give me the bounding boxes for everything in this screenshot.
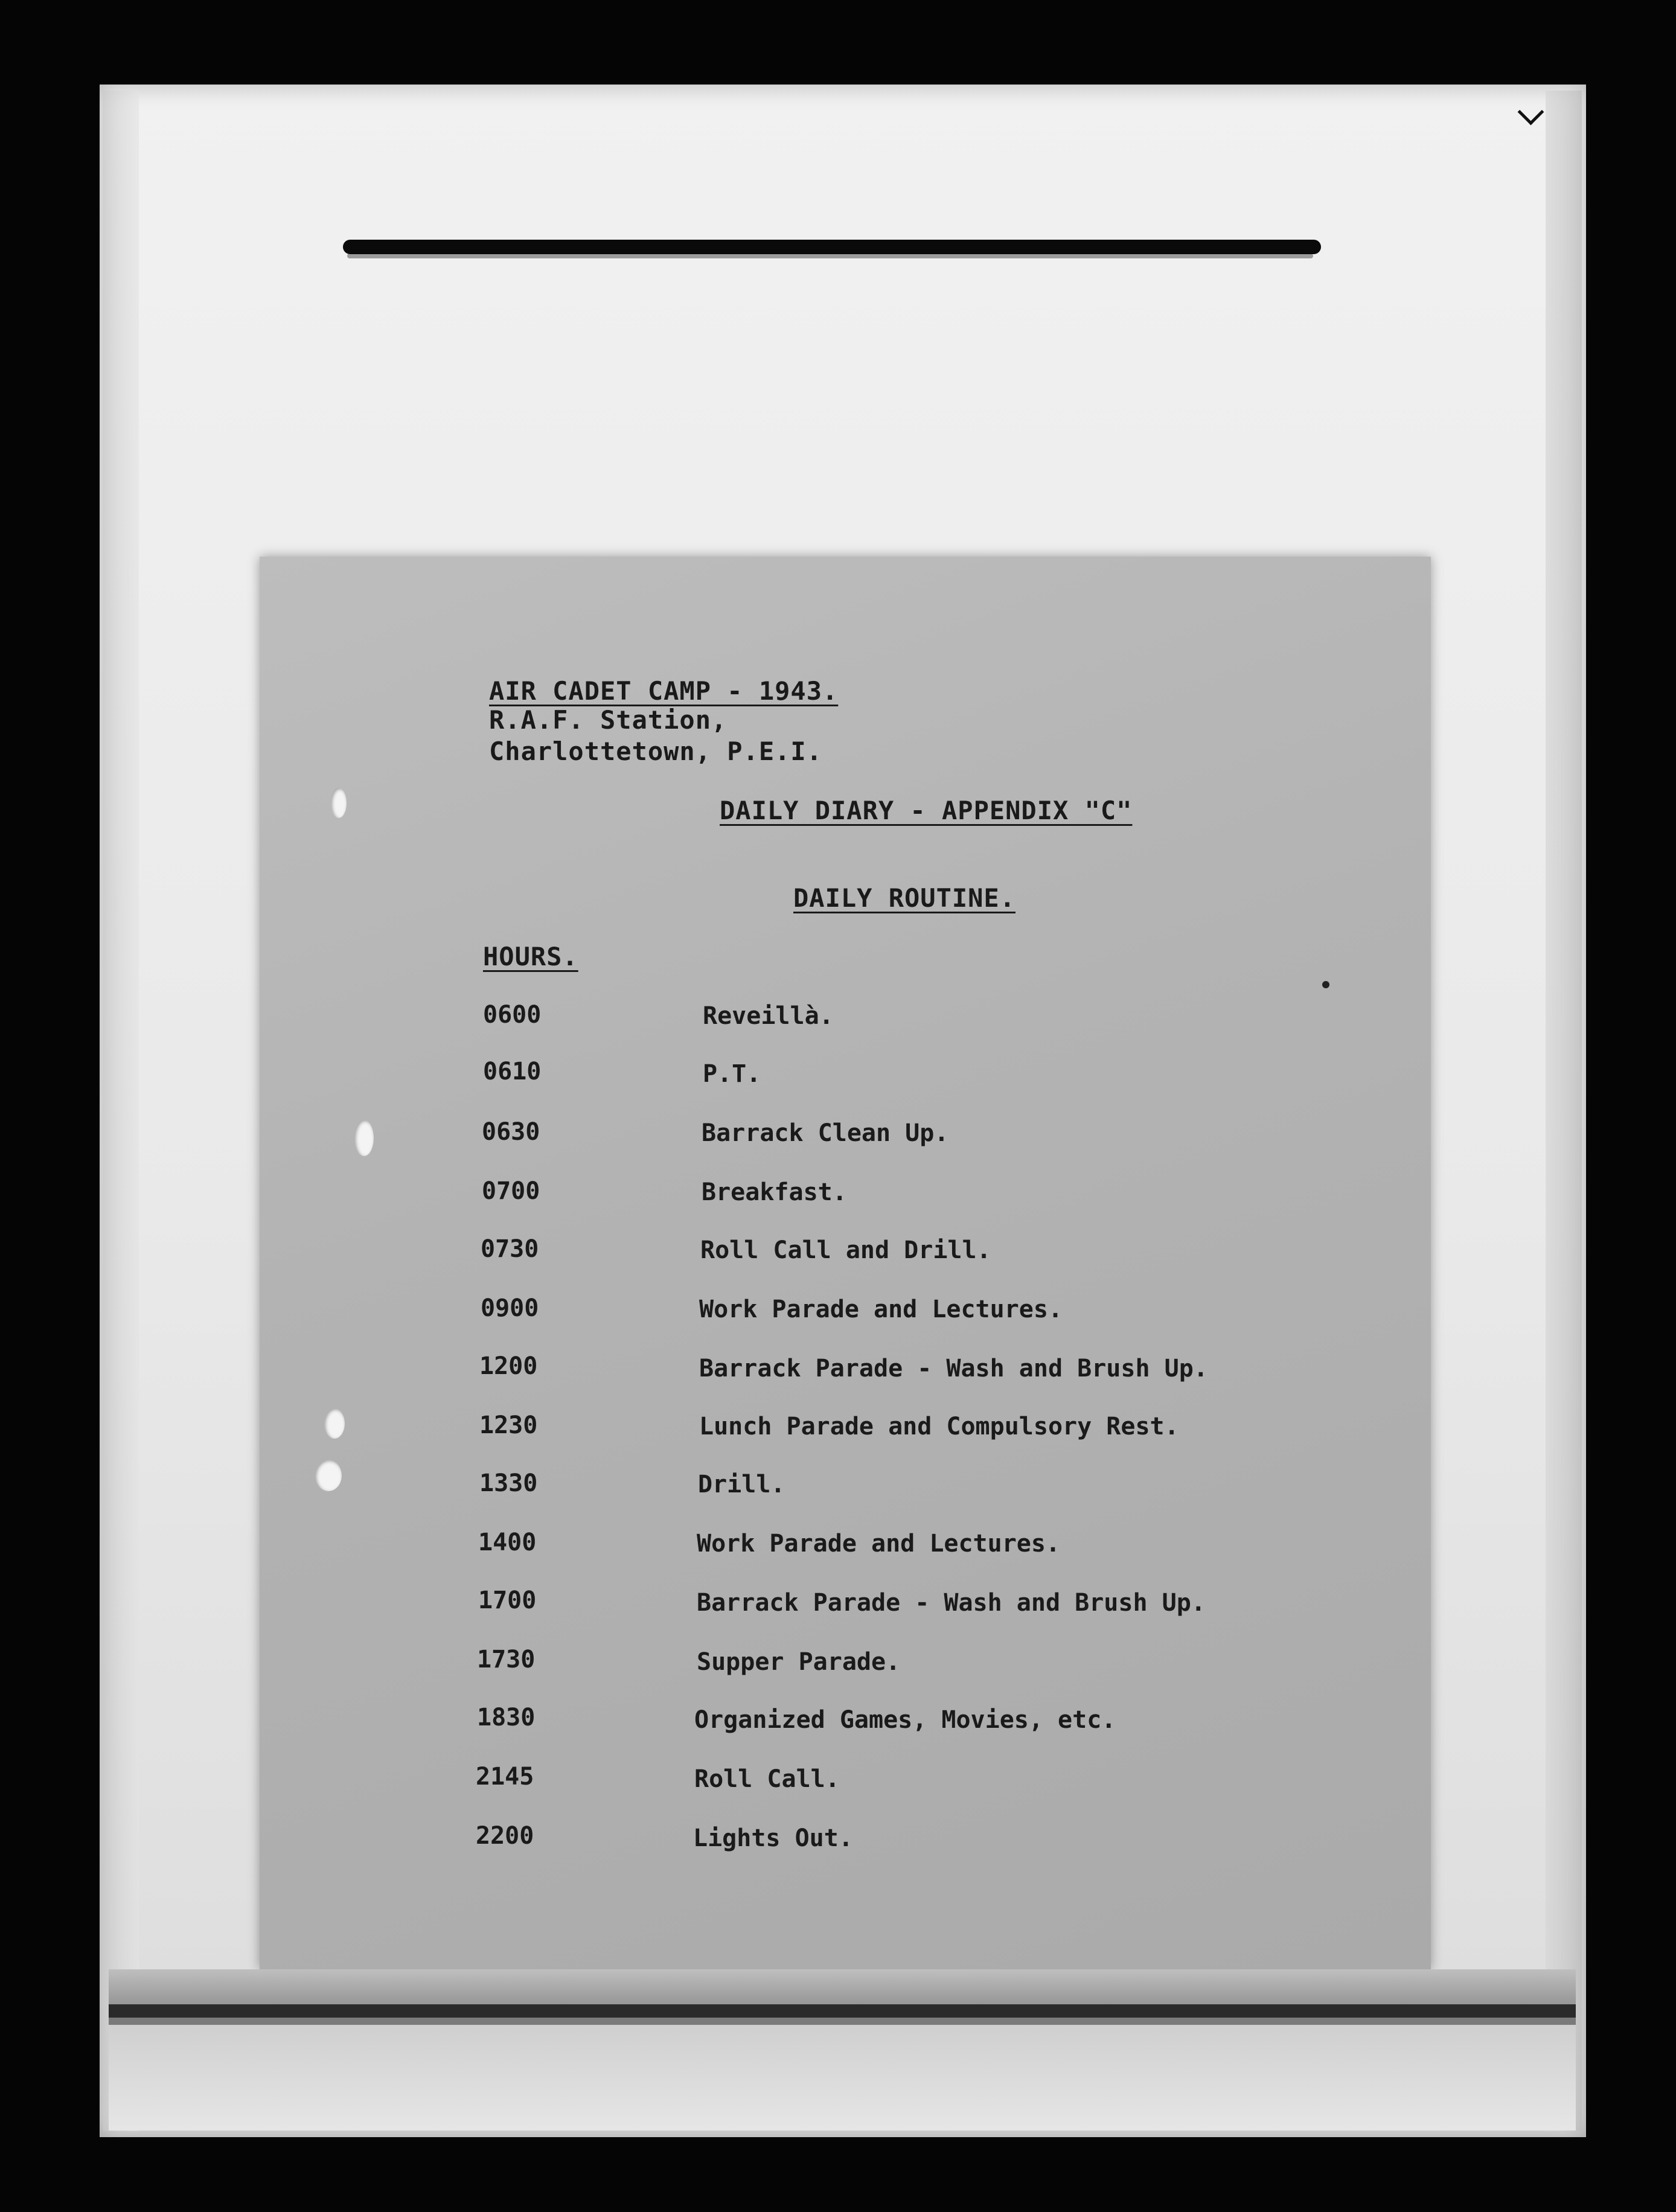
camp-title: AIR CADET CAMP - 1943.	[489, 676, 839, 706]
schedule-activity: Drill.	[698, 1471, 785, 1498]
hours-heading: HOURS.	[483, 942, 578, 971]
schedule-time: 1330	[479, 1469, 538, 1497]
bottom-mount-sheet	[109, 2025, 1576, 2130]
station-line: R.A.F. Station,	[489, 705, 728, 735]
schedule-activity: Supper Parade.	[697, 1648, 901, 1676]
schedule-activity: Lights Out.	[693, 1824, 853, 1852]
schedule-time: 1700	[478, 1587, 537, 1614]
redaction-bar	[343, 240, 1321, 254]
punch-hole-3	[324, 1408, 345, 1439]
diary-title: DAILY DIARY - APPENDIX "C"	[720, 796, 1133, 825]
binder-clip-band	[109, 2004, 1576, 2018]
schedule-time: 1730	[477, 1646, 536, 1673]
schedule-time: 1230	[479, 1411, 538, 1439]
schedule-activity: Barrack Clean Up.	[702, 1119, 949, 1147]
punch-hole-1	[331, 788, 347, 818]
schedule-activity: Organized Games, Movies, etc.	[694, 1706, 1116, 1734]
schedule-activity: Barrack Parade - Wash and Brush Up.	[699, 1355, 1208, 1382]
schedule-time: 1200	[479, 1352, 538, 1380]
routine-title: DAILY ROUTINE.	[793, 883, 1016, 913]
schedule-activity: Roll Call and Drill.	[700, 1236, 991, 1264]
schedule-time: 0630	[482, 1118, 540, 1146]
schedule-activity: Breakfast.	[702, 1178, 847, 1206]
schedule-activity: Roll Call.	[694, 1765, 840, 1793]
schedule-time: 0610	[483, 1058, 542, 1085]
schedule-activity: Barrack Parade - Wash and Brush Up.	[697, 1589, 1206, 1617]
schedule-activity: Work Parade and Lectures.	[699, 1296, 1063, 1323]
schedule-time: 1830	[477, 1704, 536, 1731]
schedule-time: 1400	[478, 1529, 537, 1556]
schedule-time: 0730	[481, 1235, 539, 1263]
schedule-activity: Lunch Parade and Compulsory Rest.	[699, 1413, 1179, 1440]
redaction-bar-shadow	[347, 254, 1313, 258]
schedule-time: 2145	[476, 1763, 534, 1791]
schedule-activity: Work Parade and Lectures.	[697, 1530, 1061, 1558]
location-line: Charlottetown, P.E.I.	[489, 737, 823, 766]
ink-speck	[1322, 981, 1329, 988]
schedule-time: 2200	[476, 1822, 534, 1850]
mount-right-edge	[1546, 91, 1582, 2131]
schedule-time: 0700	[482, 1177, 540, 1205]
binder-clip-band-lower	[109, 2018, 1576, 2025]
schedule-activity: Reveillà.	[703, 1002, 834, 1030]
punch-hole-2	[354, 1120, 374, 1156]
schedule-time: 0900	[481, 1294, 539, 1322]
punch-hole-4	[315, 1460, 342, 1491]
mount-left-edge	[103, 91, 139, 2131]
schedule-time: 0600	[483, 1001, 542, 1029]
schedule-activity: P.T.	[703, 1060, 761, 1088]
